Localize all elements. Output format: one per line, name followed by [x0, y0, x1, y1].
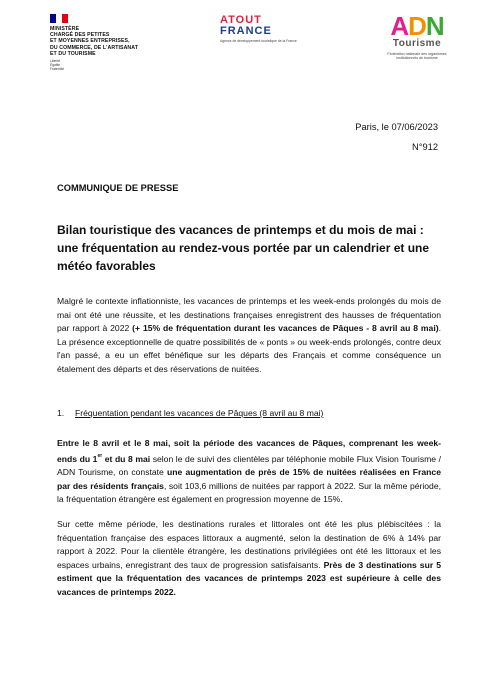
ministry-logo — [50, 14, 190, 71]
french-flag-icon — [50, 14, 68, 23]
section-heading: 1. Fréquentation pendant les vacances de Pâques (8 avril au 8 mai) — [57, 408, 324, 418]
adn-tourisme-logo: ADN Tourisme Fédération nationale des organismes institutionnels de tourisme — [377, 14, 457, 60]
intro-paragraph: Malgré le contexte inflationniste, les vacances de printemps et les week-ends prolongés du mois de mai ont été une réussite, et les destinations françaises enregistrent des hausses de fréquentation par rapport à 2022 (+ 15% de fréquentation durant les vacances de Pâques - 8 avril au 8 mai). La présence exceptionnelle de quatre possibilités de « ponts » ou week-ends prolongés, contre deux l'an passé, a eu un effet bénéfique sur les départs des Français et comme conséquence un étalement des départs et des réservations de nuitées. — [57, 296, 441, 374]
atout-france-logo: ATOUT FRANCE Agence de développement touristique de la France — [220, 15, 310, 43]
press-release-title: Bilan touristique des vacances de printemps et du mois de mai : une fréquentation au rendez-vous portée par un calendrier et une météo favorables — [57, 223, 430, 273]
ministry-name: MINISTÈRE CHARGÉ DES PETITES ET MOYENNES ENTREPRISES, DU COMMERCE, DE L'ARTISANAT ET DU TOURISME — [50, 26, 138, 57]
paragraph-destinations: Sur cette même période, les destinations rurales et littorales ont été les plus plébiscitées : la fréquentation française des espaces littoraux a augmenté, selon la destination de 6% à 14% par rapport à 2022. Pour la clientèle étrangère, les destinations privilégiées ont été les littoraux et les espaces urbains, enregistrant des taux de progression satisfaisants. Près de 3 destinations sur 5 estiment que la fréquentation des vacances de printemps 2023 est supérieure à celle des vacances de printemps 2022. — [57, 519, 441, 597]
document-date: Paris, le 07/06/2023 — [355, 122, 438, 132]
atout-france-tagline: Agence de développement touristique de la France — [220, 39, 297, 43]
paragraph-easter-results: Entre le 8 avril et le 8 mai, soit la période des vacances de Pâques, comprenant les week-ends du 1er et du 8 mai selon le de suivi des clientèles par téléphonie mobile Flux Vision Tourisme / ADN Tourisme, on constate une augmentation de près de 15% de nuitées réalisées en France par des résidents français, soit 103,6 millions de nuitées par rapport à 2022. Sur la même période, la fréquentation étrangère est également en progression moyenne de 15%. — [57, 438, 441, 505]
republic-motto: Liberté Égalité Fraternité — [50, 59, 65, 71]
adn-wordmark: ADN — [390, 11, 444, 41]
document-kind: COMMUNIQUE DE PRESSE — [57, 183, 179, 193]
document-reference: N°912 — [412, 142, 438, 152]
adn-tagline: Fédération nationale des organismes institutionnels de tourisme — [387, 52, 447, 61]
